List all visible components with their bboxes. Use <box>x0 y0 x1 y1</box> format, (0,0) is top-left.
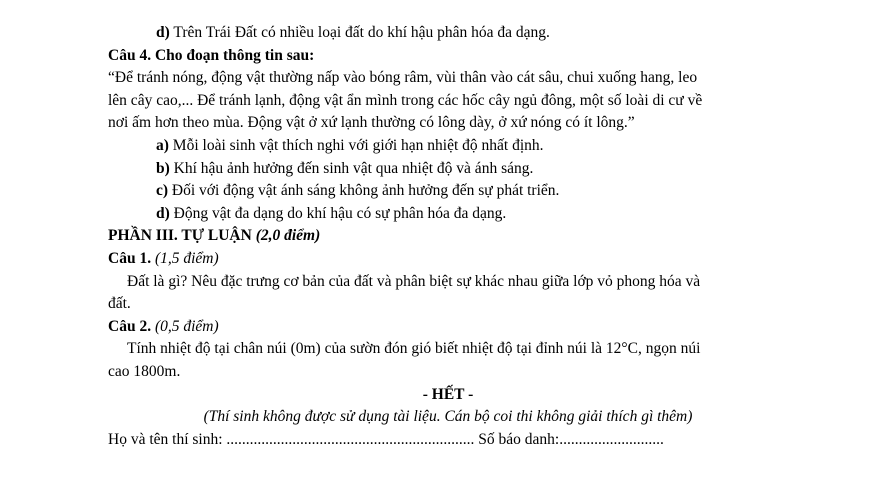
candidate-info <box>108 429 788 452</box>
essay-2-heading <box>108 316 788 339</box>
prev-option-d <box>108 22 788 45</box>
exam-note: (Thí sinh không được sử dụng tài liệu. Cán bộ coi thi không giải thích gì thêm) <box>203 408 693 426</box>
option-text: Mỗi loài sinh vật thích nghi với giới hạn nhiệt độ nhất định. <box>168 136 544 154</box>
quote-line: lên cây cao,... Để tránh lạnh, động vật ẩn mình trong các hốc cây ngủ đông, một số loài di cư về <box>108 91 703 109</box>
essay-2-text-cont: cao 1800m. <box>108 362 181 380</box>
essay-label: Câu 2. <box>108 317 152 335</box>
option-text: Đối với động vật ánh sáng không ảnh hưởng đến sự phát triển. <box>168 182 560 200</box>
option-text: Khí hậu ảnh hưởng đến sinh vật qua nhiệt độ và ánh sáng. <box>169 159 534 177</box>
essay-1-text: Đất là gì? Nêu đặc trưng cơ bản của đất và phân biệt sự khác nhau giữa lớp vỏ phong hóa và <box>127 272 701 290</box>
option-c <box>108 180 788 203</box>
essay-2-text: Tính nhiệt độ tại chân núi (0m) của sườn đón gió biết nhiệt độ tại đỉnh núi là 12°C, ngọn núi <box>127 340 701 358</box>
option-label: d) <box>156 204 170 222</box>
name-field: ................................................................ <box>226 430 475 448</box>
option-a <box>108 135 788 158</box>
exam-page <box>108 22 788 451</box>
name-label: Họ và tên thí sinh: <box>108 430 227 448</box>
question-4-options <box>108 135 788 225</box>
option-label: a) <box>156 136 169 154</box>
option-b <box>108 158 788 181</box>
question-4-quote <box>108 67 788 135</box>
essay-1-text-cont: đất. <box>108 295 131 313</box>
essay-1-heading <box>108 248 788 271</box>
question-4-heading: Câu 4. Cho đoạn thông tin sau: <box>108 46 315 64</box>
quote-line: “Để tránh nóng, động vật thường nấp vào bóng râm, vùi thân vào cát sâu, chui xuống hang, leo <box>108 69 698 87</box>
part-points: (2,0 điểm) <box>255 227 321 245</box>
id-field: ........................... <box>559 430 664 448</box>
essay-points: (1,5 điểm) <box>151 249 219 267</box>
option-label: d) <box>156 24 170 41</box>
part-3-heading <box>108 225 788 248</box>
option-text: Trên Trái Đất có nhiều loại đất do khí hậu phân hóa đa dạng. <box>169 24 550 41</box>
option-text: Động vật đa dạng do khí hậu có sự phân hóa đa dạng. <box>169 204 507 222</box>
option-label: c) <box>156 182 169 200</box>
part-title: PHẦN III. TỰ LUẬN <box>108 227 256 245</box>
quote-line: nơi ấm hơn theo mùa. Động vật ở xứ lạnh thường có lông dày, ở xứ nóng có ít lông.” <box>108 114 635 132</box>
option-label: b) <box>156 159 170 177</box>
option-d <box>108 203 788 226</box>
id-label: Số báo danh: <box>474 430 560 448</box>
end-mark: - HẾT - <box>422 385 474 403</box>
essay-points: (0,5 điểm) <box>151 317 219 335</box>
essay-label: Câu 1. <box>108 249 152 267</box>
